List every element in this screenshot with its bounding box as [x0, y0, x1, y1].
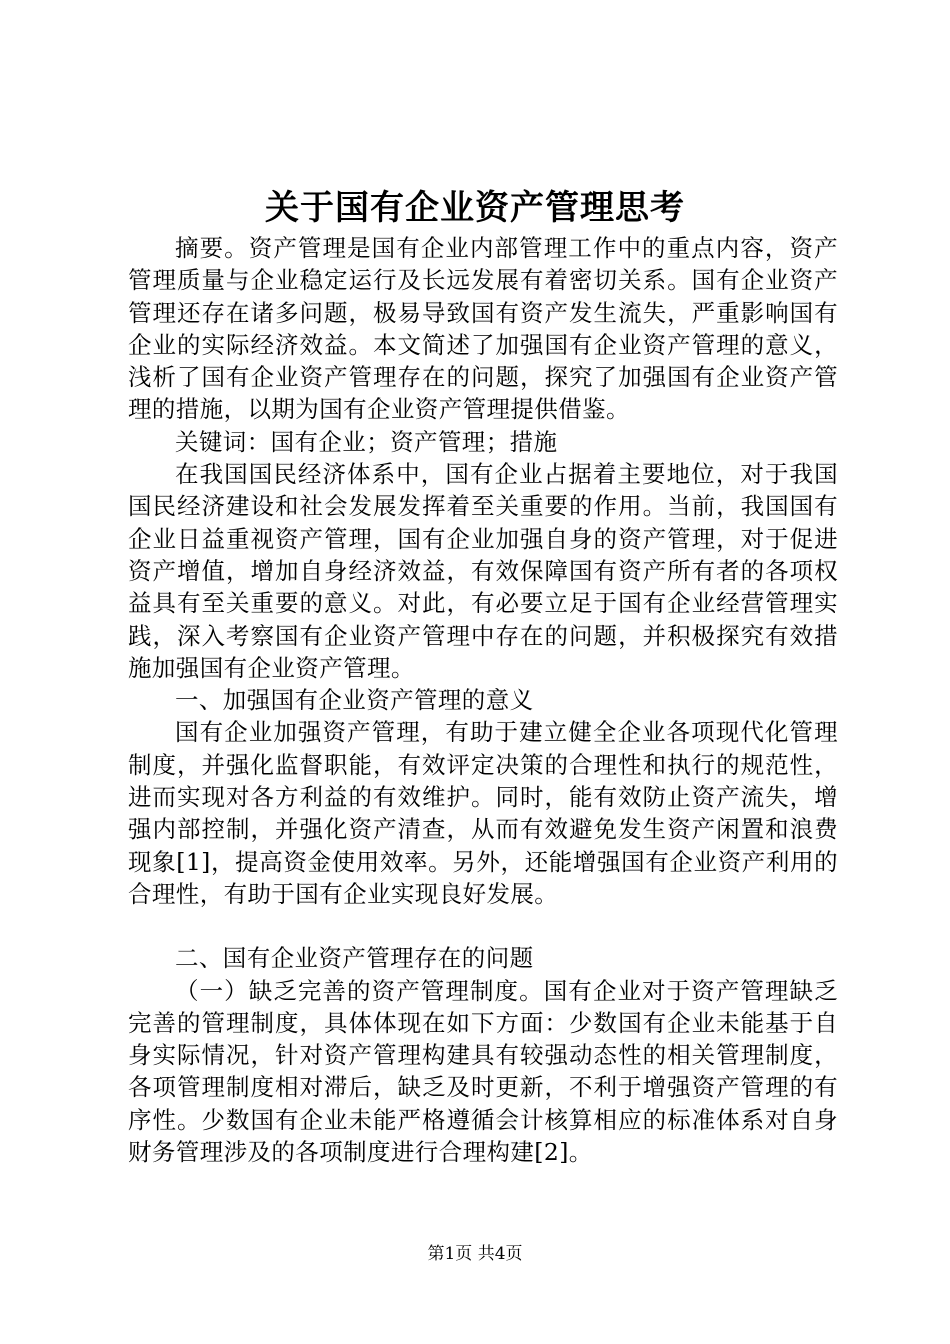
section-heading: 一、加强国有企业资产管理的意义 — [175, 686, 534, 715]
keywords-paragraph: 关键词：国有企业；资产管理；措施 — [175, 427, 558, 456]
paragraph-spacer — [128, 910, 838, 942]
document-title: 关于国有企业资产管理思考 — [265, 188, 685, 228]
section-heading: 二、国有企业资产管理存在的问题 — [175, 944, 534, 973]
intro-paragraph: 在我国国民经济体系中，国有企业占据着主要地位，对于我国国民经济建设和社会发展发挥着至关重要的作用。当前，我国国有企业日益重视资产管理，国有企业加强自身的资产管理，对于促进资产增值，增加自身经济效益，有效保障国有资产所有者的各项权益具有至关重要的意义。对此，有必要立足于国有企业经营管理实践，深入考察国有企业资产管理中存在的问题，并积极探究有效措施加强国有企业资产管理。 — [128, 460, 838, 682]
body-paragraph: （一）缺乏完善的资产管理制度。国有企业对于资产管理缺乏完善的管理制度，具体体现在如下方面：少数国有企业未能基于自身实际情况，针对资产管理构建具有较强动态性的相关管理制度，各项管理制度相对滞后，缺乏及时更新，不利于增强资产管理的有序性。少数国有企业未能严格遵循会计核算相应的标准体系对自身财务管理涉及的各项制度进行合理构建[2]。 — [128, 976, 838, 1167]
page-number-footer: 第1页 共4页 — [427, 1244, 523, 1264]
document-body — [128, 232, 838, 1168]
body-paragraph: 国有企业加强资产管理，有助于建立健全企业各项现代化管理制度，并强化监督职能，有效评定决策的合理性和执行的规范性，进而实现对各方利益的有效维护。同时，能有效防止资产流失，增强内部控制，并强化资产清查，从而有效避免发生资产闲置和浪费现象[1]，提高资金使用效率。另外，还能增强国有企业资产利用的合理性，有助于国有企业实现良好发展。 — [128, 718, 838, 908]
abstract-paragraph: 摘要。资产管理是国有企业内部管理工作中的重点内容，资产管理质量与企业稳定运行及长远发展有着密切关系。国有企业资产管理还存在诸多问题，极易导致国有资产发生流失，严重影响国有企业的实际经济效益。本文简述了加强国有企业资产管理的意义，浅析了国有企业资产管理存在的问题，探究了加强国有企业资产管理的措施，以期为国有企业资产管理提供借鉴。 — [128, 234, 838, 424]
